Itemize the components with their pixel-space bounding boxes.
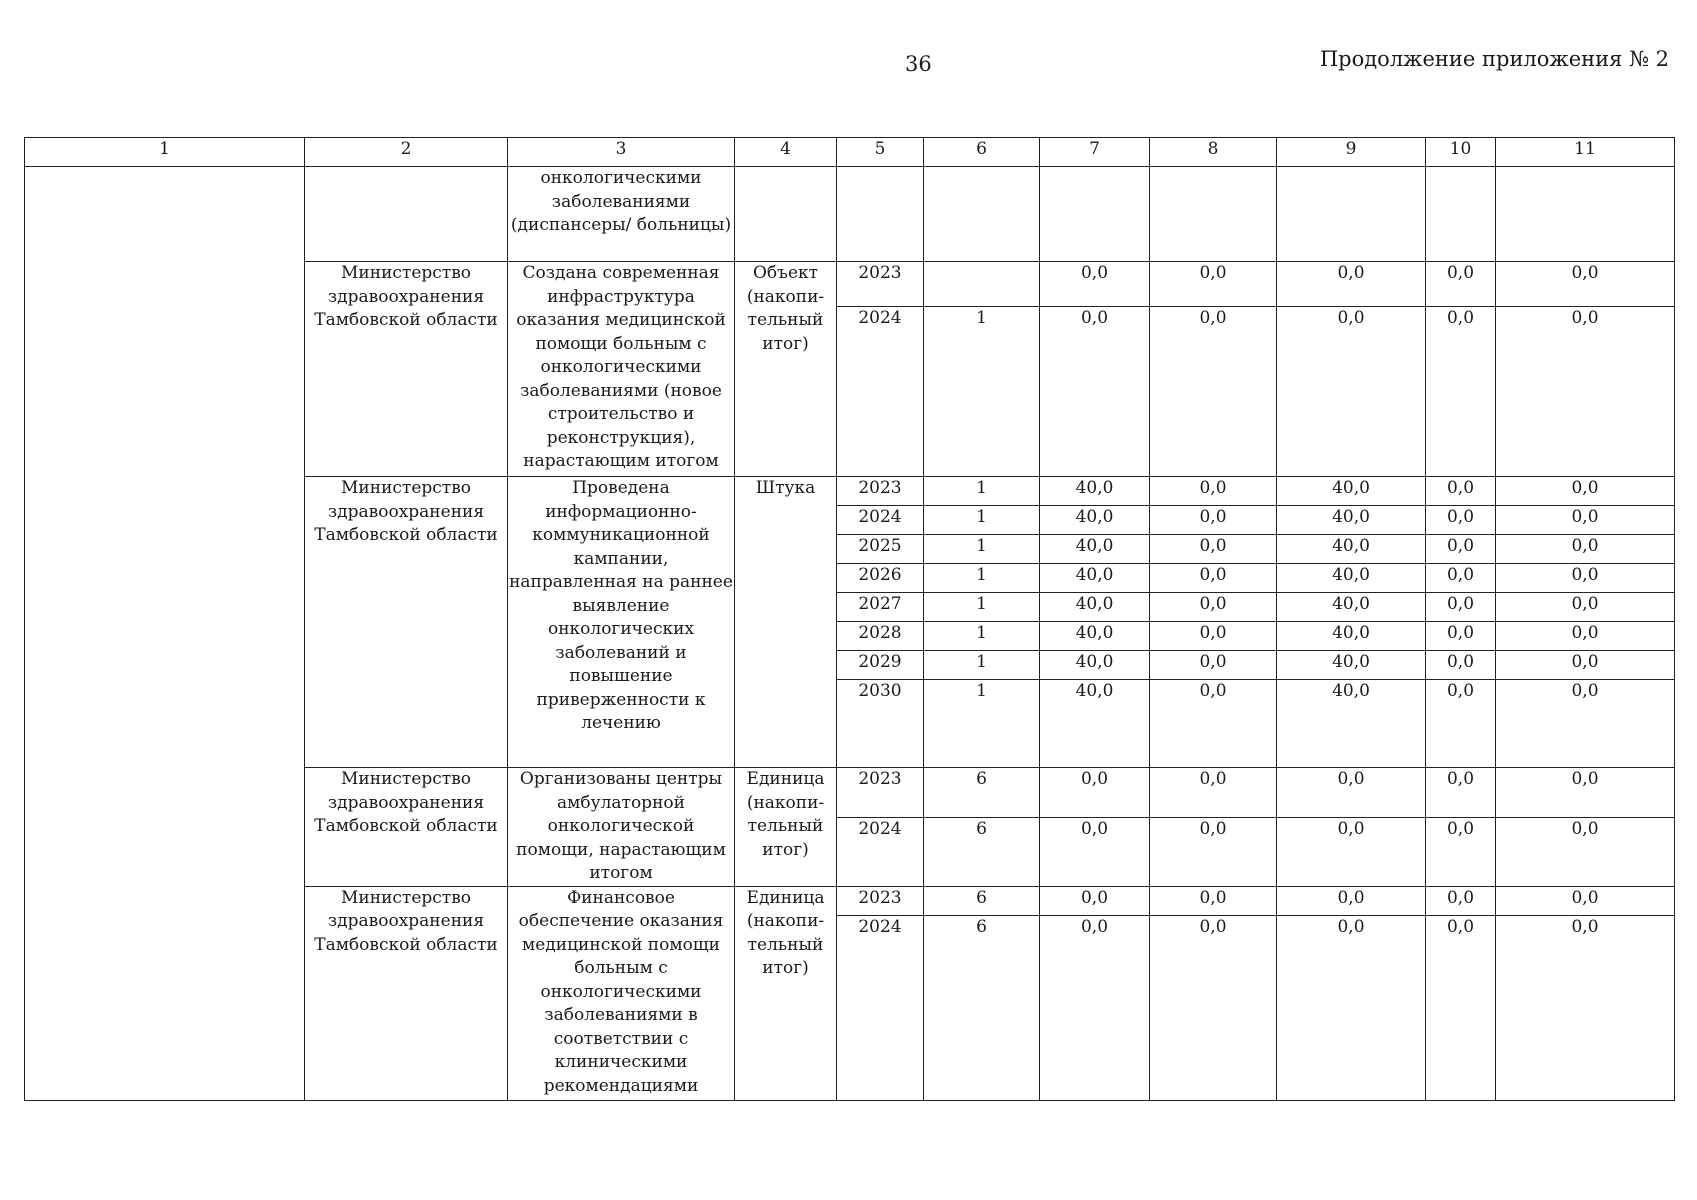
value-cell: 0,0	[1277, 307, 1426, 477]
value-cell: 0,0	[1426, 680, 1496, 768]
year-cell: 2023	[837, 768, 924, 818]
value-cell: 0,0	[1426, 915, 1496, 1100]
column-header: 9	[1277, 138, 1426, 167]
value-cell: 0,0	[1150, 535, 1277, 564]
column-header: 2	[305, 138, 508, 167]
value-cell: 1	[924, 651, 1040, 680]
value-cell: 40,0	[1040, 593, 1150, 622]
value-cell: 0,0	[1496, 622, 1675, 651]
unit-cell: Объект (накопи-тельный итог)	[735, 262, 837, 477]
value-cell: 6	[924, 768, 1040, 818]
value-cell: 40,0	[1040, 477, 1150, 506]
value-cell: 0,0	[1496, 886, 1675, 915]
value-cell: 40,0	[1040, 535, 1150, 564]
value-cell: 6	[924, 886, 1040, 915]
value-cell: 40,0	[1040, 506, 1150, 535]
result-cell: Финансовое обеспечение оказания медицинской помощи больным с онкологическими заболеваниями в соответствии с клиническими рекомендациями	[508, 886, 735, 1100]
result-cell: Создана современная инфраструктура оказания медицинской помощи больным с онкологическими заболеваниями (новое строительство и реконструкция), нарастающим итогом	[508, 262, 735, 477]
year-cell: 2023	[837, 262, 924, 307]
value-cell: 0,0	[1496, 506, 1675, 535]
data-table	[24, 137, 1675, 1101]
value-cell: 0,0	[1426, 818, 1496, 886]
value-cell: 40,0	[1277, 506, 1426, 535]
value-cell: 0,0	[1277, 818, 1426, 886]
year-cell: 2026	[837, 564, 924, 593]
year-cell: 2023	[837, 886, 924, 915]
empty-cell	[1496, 167, 1675, 262]
header-row	[25, 138, 1675, 167]
value-cell: 40,0	[1277, 651, 1426, 680]
page-number: 36	[905, 52, 932, 76]
empty-cell	[735, 167, 837, 262]
value-cell: 0,0	[1496, 564, 1675, 593]
value-cell: 40,0	[1277, 622, 1426, 651]
value-cell	[924, 262, 1040, 307]
value-cell: 0,0	[1040, 886, 1150, 915]
column-header: 10	[1426, 138, 1496, 167]
value-cell: 0,0	[1496, 593, 1675, 622]
value-cell: 0,0	[1426, 477, 1496, 506]
column-header: 7	[1040, 138, 1150, 167]
continuation-row	[25, 167, 1675, 262]
value-cell: 40,0	[1277, 477, 1426, 506]
value-cell: 0,0	[1426, 307, 1496, 477]
value-cell: 6	[924, 818, 1040, 886]
value-cell: 1	[924, 564, 1040, 593]
value-cell: 0,0	[1150, 506, 1277, 535]
unit-cell: Штука	[735, 477, 837, 768]
value-cell: 0,0	[1150, 564, 1277, 593]
empty-cell	[305, 167, 508, 262]
value-cell: 0,0	[1496, 680, 1675, 768]
year-cell: 2027	[837, 593, 924, 622]
value-cell: 0,0	[1496, 818, 1675, 886]
column-header: 11	[1496, 138, 1675, 167]
value-cell: 0,0	[1277, 262, 1426, 307]
value-cell: 0,0	[1496, 915, 1675, 1100]
value-cell: 0,0	[1496, 262, 1675, 307]
value-cell: 0,0	[1150, 593, 1277, 622]
value-cell: 1	[924, 307, 1040, 477]
column-header: 8	[1150, 138, 1277, 167]
value-cell: 0,0	[1150, 768, 1277, 818]
column-header: 3	[508, 138, 735, 167]
value-cell: 0,0	[1496, 477, 1675, 506]
year-cell: 2024	[837, 915, 924, 1100]
value-cell: 0,0	[1426, 622, 1496, 651]
year-cell: 2024	[837, 818, 924, 886]
value-cell: 40,0	[1277, 564, 1426, 593]
value-cell: 0,0	[1040, 768, 1150, 818]
year-cell: 2030	[837, 680, 924, 768]
year-cell: 2025	[837, 535, 924, 564]
value-cell: 40,0	[1277, 593, 1426, 622]
value-cell: 0,0	[1150, 915, 1277, 1100]
empty-cell	[1426, 167, 1496, 262]
year-cell: 2024	[837, 506, 924, 535]
responsible-cell: Министерство здравоохранения Тамбовской области	[305, 262, 508, 477]
value-cell: 0,0	[1040, 307, 1150, 477]
value-cell: 1	[924, 680, 1040, 768]
responsible-cell: Министерство здравоохранения Тамбовской области	[305, 477, 508, 768]
value-cell: 0,0	[1150, 307, 1277, 477]
value-cell: 0,0	[1426, 262, 1496, 307]
column-header: 1	[25, 138, 305, 167]
value-cell: 0,0	[1277, 915, 1426, 1100]
value-cell: 0,0	[1496, 535, 1675, 564]
value-cell: 1	[924, 622, 1040, 651]
value-cell: 1	[924, 477, 1040, 506]
value-cell: 1	[924, 593, 1040, 622]
empty-cell	[25, 167, 305, 1101]
value-cell: 0,0	[1150, 477, 1277, 506]
column-header: 6	[924, 138, 1040, 167]
value-cell: 40,0	[1277, 535, 1426, 564]
value-cell: 0,0	[1277, 768, 1426, 818]
value-cell: 0,0	[1426, 564, 1496, 593]
column-header: 5	[837, 138, 924, 167]
value-cell: 0,0	[1426, 535, 1496, 564]
column-header: 4	[735, 138, 837, 167]
value-cell: 0,0	[1150, 622, 1277, 651]
empty-cell	[924, 167, 1040, 262]
responsible-cell: Министерство здравоохранения Тамбовской области	[305, 886, 508, 1100]
value-cell: 0,0	[1426, 506, 1496, 535]
value-cell: 0,0	[1150, 818, 1277, 886]
year-cell: 2024	[837, 307, 924, 477]
year-cell: 2028	[837, 622, 924, 651]
value-cell: 40,0	[1040, 622, 1150, 651]
value-cell: 0,0	[1277, 886, 1426, 915]
value-cell: 0,0	[1150, 651, 1277, 680]
value-cell: 0,0	[1150, 886, 1277, 915]
value-cell: 0,0	[1040, 818, 1150, 886]
value-cell: 0,0	[1496, 307, 1675, 477]
appendix-header: Продолжение приложения № 2	[1319, 47, 1669, 71]
value-cell: 0,0	[1426, 886, 1496, 915]
result-cell: Проведена информационно-коммуникационной кампании, направленная на раннее выявление онкологических заболеваний и повышение приверженности к лечению	[508, 477, 735, 768]
continuation-text: онкологическими заболеваниями (диспансеры/ больницы)	[508, 167, 735, 262]
year-cell: 2029	[837, 651, 924, 680]
result-cell: Организованы центры амбулаторной онкологической помощи, нарастающим итогом	[508, 768, 735, 887]
empty-cell	[837, 167, 924, 262]
value-cell: 6	[924, 915, 1040, 1100]
responsible-cell: Министерство здравоохранения Тамбовской области	[305, 768, 508, 887]
year-cell: 2023	[837, 477, 924, 506]
value-cell: 0,0	[1040, 262, 1150, 307]
value-cell: 40,0	[1040, 651, 1150, 680]
value-cell: 0,0	[1150, 680, 1277, 768]
value-cell: 40,0	[1040, 680, 1150, 768]
value-cell: 0,0	[1496, 651, 1675, 680]
value-cell: 0,0	[1426, 651, 1496, 680]
value-cell: 1	[924, 506, 1040, 535]
empty-cell	[1150, 167, 1277, 262]
value-cell: 0,0	[1426, 593, 1496, 622]
empty-cell	[1277, 167, 1426, 262]
unit-cell: Единица (накопи-тельный итог)	[735, 768, 837, 887]
value-cell: 1	[924, 535, 1040, 564]
value-cell: 40,0	[1040, 564, 1150, 593]
value-cell: 0,0	[1426, 768, 1496, 818]
value-cell: 0,0	[1496, 768, 1675, 818]
unit-cell: Единица (накопи-тельный итог)	[735, 886, 837, 1100]
empty-cell	[1040, 167, 1150, 262]
value-cell: 0,0	[1040, 915, 1150, 1100]
value-cell: 40,0	[1277, 680, 1426, 768]
value-cell: 0,0	[1150, 262, 1277, 307]
